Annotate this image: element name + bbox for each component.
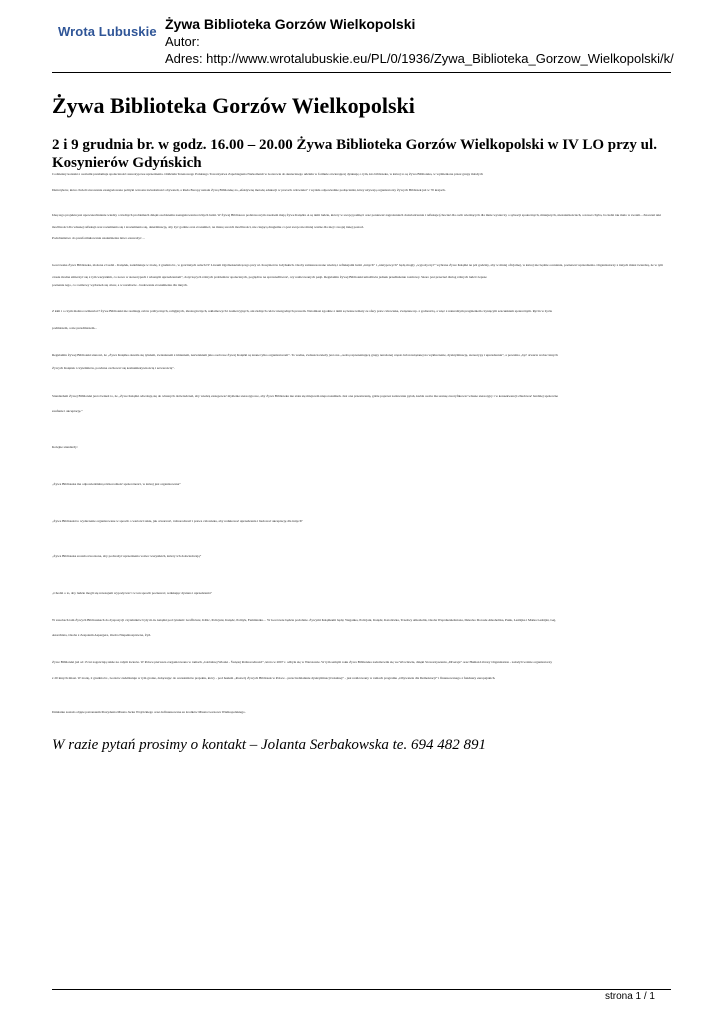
header-info — [165, 16, 674, 67]
paragraph: „Żywe Biblioteki to wydarzenie organizowane w sposób o wartości takie, jak otwartość, różnorodność i prawa człowieka, aby redukować uprzedzenia i budować akceptację dla innych” — [52, 519, 303, 523]
paragraph: W zasobach tam Żywych Bibliotekach do dyspozycji czytelników były m.in. książki pod tytułem: Grafficiarz, Kibic, Policjant, Ksiądz, Polityk, Feministka… W Gorzowie będzie podobnie. Żywymi Książkami będą: Weganka, Policjant, Ksiądz, Katoliczka, Trzeźwy Alkoholik, Osoba Współuzależniona, Dziecko Dorosłe Alkoholika, Punk, Lesbijka i Matka Lesbijki, Gej, — [52, 618, 557, 622]
paragraph: podmiotem, a nie przedmiotem... — [52, 326, 97, 330]
paragraph: Codzienny kontakt z osobami przełamuje społeczności stereotypowe uprzedzenia. Oddziału Terenowego Polskiego Towarzystwa Zapobiegania Narkomanii w Gorzowie do skutecznego udziału w formule otwierającej dyskusję o tym, kto biblioteka, w której to są Żywa Biblioteka, w wymienione przez grupy młodych — [52, 172, 483, 176]
paragraph: „Żywa Biblioteka została stworzona, aby podważyć uprzedzenia wobec wszystkich, którzy ich doświadczają” — [52, 554, 202, 558]
site-logo[interactable]: Wrota Lubuskie — [58, 24, 157, 39]
paragraph: Podobieństwo do przeformułowania uzależnienia łatwo zauważyć… — [52, 236, 145, 240]
paragraph: Gorzowska Żywa Biblioteka, złożona z Ludzi - Książek, zadebiutuje w środę, 2 grudnia br., w gościnnych salach IV Liceum Ogólnokształcącego przy ul. Kosynierów Gdyńskich. Osoby zainteresowane wiedzą i refleksjami ludzi „innych” i „nietypowych” będą mogły „wypożyczyć” wybrane Żywe Książki na pół godziny, aby w mniej oficjalnej, w której nie będzie oceniania, poznawać uprzedzenia. Organizatorzy z innych miast twierdzą, że w tym czasie można zmierzyć się z tym wszystkim, co nowe w stereotypach i własnym uprzedzeniom”, dotyczących różnych problemów społecznych, poglądów na sprawiedliwość, czy realizowanych pasji. Regulamin Żywej Biblioteki umożliwia jednak przedłużenie rozmowy. Skoro jest przecież dialog różnych ludzi i lepsze — [52, 263, 664, 279]
document-header — [0, 0, 725, 72]
contact-line: W razie pytań prosimy o kontakt – Jolanta Serbakowska te. 694 482 891 — [52, 737, 486, 753]
footer-divider — [52, 989, 671, 990]
paragraph: z 20 innych miast. W środę, 2 grudnia br., Gorzów zadebiutuje w tym gronie, dołączając do uczestników projektu, który - pod hasłem „Rozwój Żywych Bibliotek w Polsce - przeciwdziałanie dyskryminacji lokalnej” - jest realizowany w ramach programu „Obywatele dla Demokracji” i finansowanego z funduszy europejskich. — [52, 676, 496, 680]
paragraph: poznanie tego, co rozmowy wydarzeń się obaw, a w rezultacie - budowanie zrozumienia dla innych. — [52, 283, 188, 287]
page-number: strona 1 / 1 — [604, 991, 655, 1002]
paragraph: Ideą tego projektu jest upowszechnianie wiedzy o trudnych problemach dzięki osobistemu zaangażowaniu różnych ludzi. W Żywej Bibliotece podstawowym zasobem mają Żywe Książki. A są nimi ludzie, którzy w swojej pamięci oraz ponieważ zagrożeniach doświadczenia i refleksje (chociaż dla osób wiedzących dla mnie wystarczy o sytuacji społecznych, mniejszych, niezależnościach, a nawet chyba, bo ludzi tak mało w swoim... Znaczeń taki możliwości dla własnej refleksji oraz rozumienia się i zrozumienia się, determinacją, aby żyć godnie oraz zrozumieć, na miarę swoich możliwości, nie czującą drugiemu co jest swoje nie mniej ważne dla niej i swojej innej postaci. — [52, 213, 661, 229]
header-title: Żywa Biblioteka Gorzów Wielkopolski — [165, 16, 416, 32]
header-author: Autor: — [165, 34, 200, 49]
paragraph: „Chodzi o to, aby ludzie mogli się nawzajem wypożyczać i w ten sposób poznawać, redukując dystans i uprzedzenia” — [52, 591, 212, 595]
paragraph: Żywe Biblioteki już od 15 lat zagościają także na całym świecie. W Polsce pierwsza zorganizowana w ramach „Globalnej Wioski - Świętej Różnorodności”, która w 2007 r. odbyła się w Warszawie. W tym samym roku Żywa Biblioteka zadomowiła się we Wrocławiu, dzięki Stowarzyszeniu „Diversja” oraz Human Library Organization - założyli wolnie organizatorzy — [52, 660, 553, 664]
paragraph: zaufanie i akceptację.” — [52, 409, 83, 413]
page-title: Żywa Biblioteka Gorzów Wielkopolski — [52, 93, 415, 118]
paragraph: Żywych Książek i czytelników, powinna cechować się komunikatywnością i szczerością”. — [52, 366, 175, 370]
paragraph: Anarchista, Osoba z Zespołem Aspergera, Osoba Niepełnosprawna, Żyd. — [52, 633, 152, 637]
paragraph: Standardem Żywej Biblioteki jest również to, że „Żywe Książki odwołują się do własnych doświadczeń, aby wiedzą zastępować myślenie stereotypowe, aby Żywa Biblioteka nie stała się miejscem nieporozumień. Jest ona przestrzenią, gdzie poprzez zadawanie pytań, każda osoba ma szansę zweryfikować własne stereotypy i w konsekwencji zbudować bardziej społeczne — [52, 394, 558, 398]
header-divider — [52, 72, 671, 73]
paragraph: Kolejne standardy: — [52, 445, 78, 449]
header-address[interactable]: Adres: http://www.wrotalubuskie.eu/PL/0/1936/Zywa_Biblioteka_Gorzow_Wielkopolski/k/ — [165, 51, 674, 66]
article-subtitle: 2 i 9 grudnia br. w godz. 16.00 – 20.00 Żywa Biblioteka Gorzów Wielkopolski w IV LO przy ul. Kosynierów Gdyńskich — [52, 137, 657, 171]
paragraph: Regulamin Żywej Biblioteki stanowi, że „Żywa Książka określa się tytułem, zwiastunem z imieniem, nazwiskiem jako osobowe Żywej Książki są znane tylko organizatorom”. To ważne, zwłaszcza kiedy jest ona „osobą reprezentującą grupy narażonej często lub nawiązanej na wykluczenie, dyskryminację, stereotypy i uprzedzenia”, a poważna „być otwarta wobec innych — [52, 353, 558, 357]
paragraph: „Żywa Biblioteka ma odpowiedzialną różnorodność społeczności, w której jest organizowana” — [52, 482, 181, 486]
paragraph: Duńczyków, które chcieli stworzenie zaangażowana polityki wzrostu świadomości obywateli, a Rada Europy uznała Żywą Bibliotekę za „efektywną metodę edukacji w pracach człowieka” i wydała odpowiednie podręczniki, który używają organizatorzy Żywych Bibliotek już w 70 krajach. — [52, 188, 446, 192]
paragraph: Z kim i o czym można rozmawiać? Żywe Biblioteki nie realizują celów politycznych, religijnych, ideologicznych, reklamowych i komercyjnych, ani żadnych celów niezgodnych prawem. Natomiast zgodnie z nimi są bezne tematy ze sfery praw człowieka, związane np. z godnością, a więc z naturalnym pragnieniem czyniącym szacunkiem społecznym. Rycin w życiu — [52, 309, 553, 313]
paragraph: Działanie zostało objęte patronatem Prezydenta Miasta Jacka Wójcickiego oraz dofinansowane ze środków Miasta Gorzowa Wielkopolskiego. — [52, 710, 246, 714]
